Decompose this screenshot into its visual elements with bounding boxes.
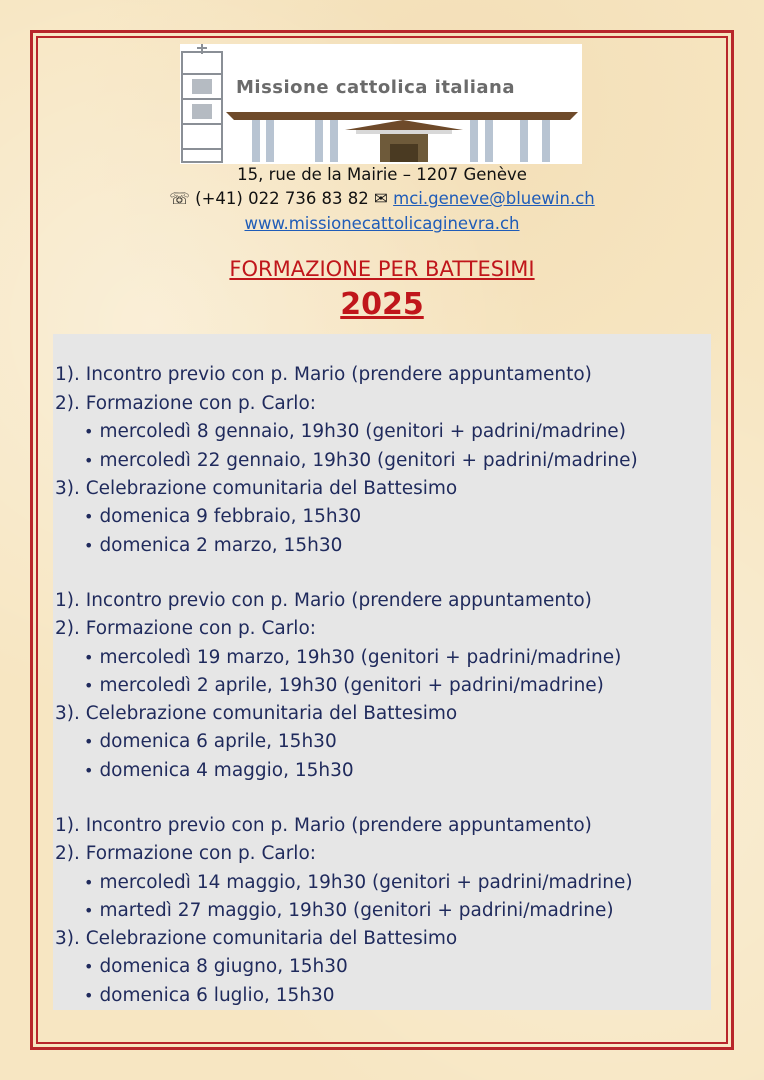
logo-title: Missione cattolica italiana — [236, 77, 516, 98]
phone-number: (+41) 022 736 83 82 — [195, 189, 369, 208]
session-2-step-3: 3). Celebrazione comunitaria del Battesimo — [55, 703, 458, 724]
session-1-celebration-date: • domenica 9 febbraio, 15h30 — [84, 506, 361, 527]
mission-logo — [180, 44, 582, 164]
session-2-celebration-date: • domenica 4 maggio, 15h30 — [84, 760, 354, 781]
page-title: FORMAZIONE PER BATTESIMI — [229, 257, 535, 281]
email-link[interactable]: mci.geneve@bluewin.ch — [393, 189, 595, 208]
session-3-formation-date: • mercoledì 14 maggio, 19h30 (genitori + padrini/madrine) — [84, 872, 633, 893]
session-2-step-1: 1). Incontro previo con p. Mario (prendere appuntamento) — [55, 590, 592, 611]
session-3-celebration-date: • domenica 6 luglio, 15h30 — [84, 985, 335, 1006]
session-1-step-1: 1). Incontro previo con p. Mario (prendere appuntamento) — [55, 364, 592, 385]
church-logo-icon — [180, 44, 582, 164]
session-1-formation-date: • mercoledì 22 gennaio, 19h30 (genitori + padrini/madrine) — [84, 450, 638, 471]
session-3-step-1: 1). Incontro previo con p. Mario (prendere appuntamento) — [55, 815, 592, 836]
session-3-step-3: 3). Celebrazione comunitaria del Battesimo — [55, 928, 458, 949]
website-link[interactable]: www.missionecattolicaginevra.ch — [244, 214, 520, 233]
session-1-celebration-date: • domenica 2 marzo, 15h30 — [84, 535, 342, 556]
session-2-step-2: 2). Formazione con p. Carlo: — [55, 618, 316, 639]
address: 15, rue de la Mairie – 1207 Genève — [237, 165, 527, 184]
envelope-icon: ✉ — [374, 189, 388, 208]
phone-icon: ☏ — [169, 189, 190, 208]
session-1-step-3: 3). Celebrazione comunitaria del Battesimo — [55, 478, 458, 499]
session-3-step-2: 2). Formazione con p. Carlo: — [55, 843, 316, 864]
session-1-formation-date: • mercoledì 8 gennaio, 19h30 (genitori + padrini/madrine) — [84, 421, 626, 442]
session-2-celebration-date: • domenica 6 aprile, 15h30 — [84, 731, 337, 752]
contact-line — [0, 189, 764, 208]
session-2-formation-date: • mercoledì 19 marzo, 19h30 (genitori + padrini/madrine) — [84, 647, 621, 668]
session-1-step-2: 2). Formazione con p. Carlo: — [55, 393, 316, 414]
session-3-formation-date: • martedì 27 maggio, 19h30 (genitori + padrini/madrine) — [84, 900, 614, 921]
session-3-celebration-date: • domenica 8 giugno, 15h30 — [84, 956, 348, 977]
page-year: 2025 — [340, 287, 424, 322]
session-2-formation-date: • mercoledì 2 aprile, 19h30 (genitori + padrini/madrine) — [84, 675, 604, 696]
